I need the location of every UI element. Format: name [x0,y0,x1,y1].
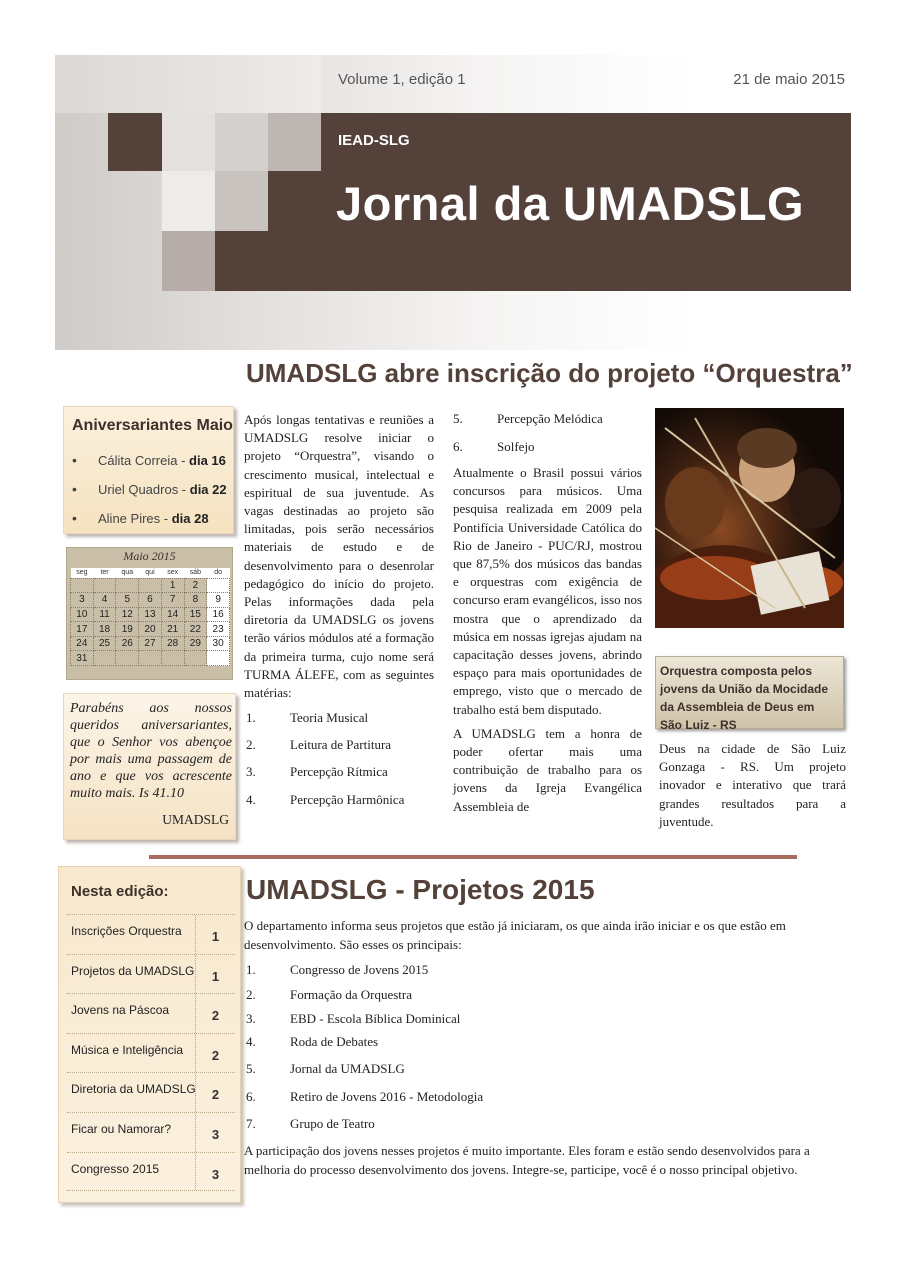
calendar-day [207,578,230,593]
calendar-weekday: qui [139,568,162,578]
calendar-day: 24 [71,636,94,651]
calendar-day: 19 [116,622,139,637]
calendar-day [116,578,139,593]
calendar-day: 1 [161,578,184,593]
birthdays-box [63,406,234,534]
calendar-day: 16 [207,607,230,622]
calendar-day: 22 [184,622,207,637]
article-paragraph: A participação dos jovens nesses projetos é muito importante. Eles foram e estão sendo desenvolvidos para a melhoria do processo desenvolvimento dos jovens. Integre-se, participe, você é o nosso principal objetivo. [244,1143,810,1177]
calendar-day [184,651,207,666]
calendar-day: 5 [116,593,139,608]
bullet-icon: • [72,510,77,526]
section-divider [149,855,797,859]
masthead-square [268,113,321,171]
masthead-square [162,231,215,291]
contents-row[interactable]: Inscrições Orquestra 1 [67,914,235,954]
contents-heading: Nesta edição: [71,883,169,900]
calendar-day: 11 [93,607,116,622]
masthead-square [215,171,268,231]
calendar-day: 17 [71,622,94,637]
calendar-day: 4 [93,593,116,608]
bullet-icon: • [72,452,77,468]
volume-info: Volume 1, edição 1 [338,71,466,88]
contents-row[interactable]: Diretoria da UMADSLG 2 [67,1072,235,1112]
calendar-day [93,578,116,593]
contents-row[interactable]: Música e Inteligência 2 [67,1033,235,1073]
bullet-icon: • [72,481,77,497]
masthead-square [108,113,162,171]
masthead-square [215,113,268,171]
calendar-weekday: qua [116,568,139,578]
quote-signature: UMADSLG [162,812,229,827]
calendar-day: 23 [207,622,230,637]
calendar-day: 26 [116,636,139,651]
calendar-day: 12 [116,607,139,622]
contents-row[interactable]: Projetos da UMADSLG 1 [67,954,235,994]
contents-row[interactable]: Congresso 2015 3 [67,1152,235,1192]
calendar-day: 20 [139,622,162,637]
masthead-square [55,55,321,113]
calendar-day: 21 [161,622,184,637]
calendar-day [139,578,162,593]
calendar-day: 6 [139,593,162,608]
calendar-day: 3 [71,593,94,608]
calendar-day: 15 [184,607,207,622]
calendar-weekday: do [207,568,230,578]
calendar-day: 29 [184,636,207,651]
orchestra-photo [655,408,844,628]
calendar [66,547,233,680]
quote-text: Parabéns aos nossos queridos aniversariantes, que o Senhor vos abençoe por mais uma passagem de ano e que vos acrescente muito mais. Is 41.10 [70,701,232,801]
subjects-list: 1. Teoria Musical 2. Leitura de Partitura 3. Percepção Rítmica 4. Percepção Harmônica [246,710,405,807]
contents-row[interactable]: Jovens na Páscoa 2 [67,993,235,1033]
calendar-grid [70,568,230,666]
calendar-day: 28 [161,636,184,651]
contents-row[interactable]: Ficar ou Namorar? 3 [67,1112,235,1152]
article-paragraph: Deus na cidade de São Luiz Gonzaga - RS. Um projeto inovador e interativo que trará grandes resultados para a juventude. [659,741,846,829]
calendar-day [93,651,116,666]
calendar-day: 9 [207,593,230,608]
calendar-day: 18 [93,622,116,637]
calendar-weekday: seg [71,568,94,578]
calendar-weekday: sex [161,568,184,578]
birthday-item: • Aline Pires - dia 28 [72,510,209,526]
calendar-day [161,651,184,666]
calendar-day: 8 [184,593,207,608]
calendar-day: 30 [207,636,230,651]
calendar-day: 10 [71,607,94,622]
article-paragraph: O departamento informa seus projetos que estão já iniciaram, os que ainda irão iniciar e os que estão em desenvolvimento. São esses os principais: [244,918,786,952]
masthead-square [162,113,215,171]
organization-name: IEAD-SLG [338,132,410,149]
calendar-day: 7 [161,593,184,608]
calendar-day [207,651,230,666]
calendar-day [139,651,162,666]
article-headline: UMADSLG abre inscrição do projeto “Orquestra” [246,358,853,388]
article-paragraph: Atualmente o Brasil possui vários concursos para músicos. Uma pesquisa realizada em 2009 pela Pontifícia Universidade Católica do Rio de Janeiro - PUC/RJ, mostrou que 87,5% dos músicos das bandas e orquestras com exigência de concurso eram evangélicos, isso nos mostra que o aprendizado da música em nossas igrejas ajudam na capacitação desses jovens, abrindo espaço para mais oportunidades de emprego, visto que o mercado de trabalho está bem disputado. A UMADSLG tem a honra de poder ofertar mais uma contribuição de trabalho para os jovens da Igreja Evangélica Assembleia de [453,465,642,814]
calendar-day: 31 [71,651,94,666]
issue-date: 21 de maio 2015 [733,71,845,88]
calendar-day: 14 [161,607,184,622]
projects-list: 1. Congresso de Jovens 2015 2. Formação da Orquestra 3. EBD - Escola Bíblica Dominical 4. Roda de Debates 5. Jornal da UMADSLG 6. Retiro de Jovens 2016 - Metodologia 7. Grupo de Teatro [246,962,484,1131]
calendar-weekday: sáb [184,568,207,578]
calendar-day: 13 [139,607,162,622]
birthdays-heading: Aniversariantes Maio [72,417,233,434]
calendar-day [71,578,94,593]
subjects-list-continued: 5. Percepção Melódica 6. Solfejo [453,411,603,454]
contents-table [67,914,235,1191]
newspaper-title: Jornal da UMADSLG [336,177,805,230]
calendar-day [116,651,139,666]
birthday-item: • Uriel Quadros - dia 22 [72,481,227,497]
article-paragraph: Após longas tentativas e reuniões a UMADSLG resolve iniciar o projeto “Orquestra”, visando o crescimento musical, intelectual e espiritual de sua juventude. As vagas destinadas ao projeto são limitadas, pois serão necessários materiais de estudo e de desenvolvimento para o desenrolar pedagógico do início do projeto. Pelas informações dada pela diretoria da UMADSLG os jovens terão vários módulos até a formação da primeira turma, cujo nome será TURMA ÁLEFE, com as seguintes matérias: [244,412,434,701]
masthead-square [162,171,215,231]
calendar-weekday: ter [93,568,116,578]
calendar-day: 2 [184,578,207,593]
article-headline: UMADSLG - Projetos 2015 [246,874,595,905]
birthdays-list [72,452,227,539]
calendar-day: 27 [139,636,162,651]
birthday-item: • Cálita Correia - dia 16 [72,452,226,468]
contents-box [58,866,241,1203]
calendar-month: Maio 2015 [123,549,176,563]
calendar-day: 25 [93,636,116,651]
quote-box [63,693,236,840]
photo-caption: Orquestra composta pelos jovens da União da Mocidade da Assembleia de Deus em São Luiz - RS [655,656,844,729]
